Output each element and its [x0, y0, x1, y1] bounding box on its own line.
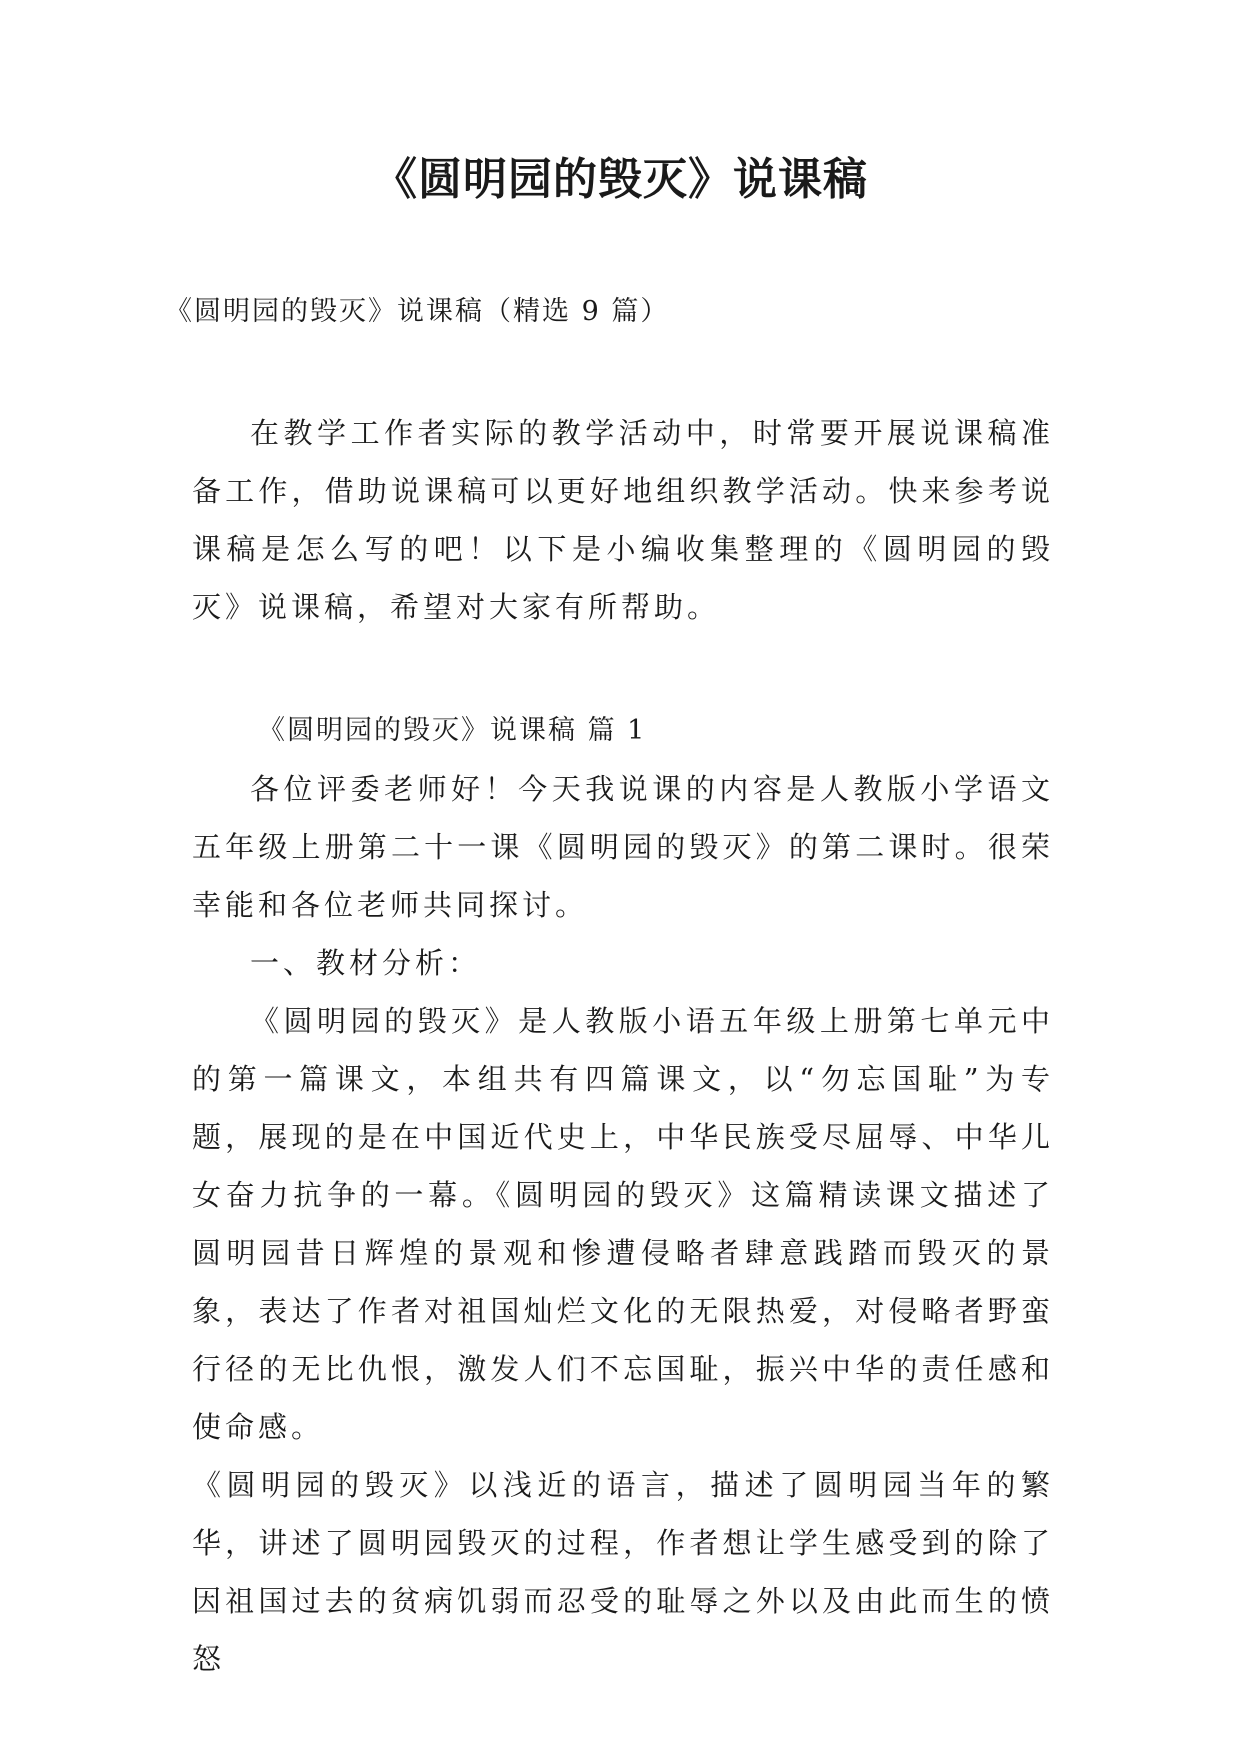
- intro-paragraph-block: [192, 404, 1054, 636]
- analysis-paragraph-continued: 《圆明园的毁灭》以浅近的语言，描述了圆明园当年的繁华，讲述了圆明园毁灭的过程，作者想让学生感受到的除了因祖国过去的贫病饥弱而忍受的耻辱之外以及由此而生的愤怒: [192, 1468, 1054, 1676]
- section-heading: 《圆明园的毁灭》说课稿 篇 1: [258, 715, 647, 746]
- document-title: 《圆明园的毁灭》说课稿: [373, 154, 868, 205]
- section-body: [192, 760, 1054, 1688]
- analysis-heading: 一、教材分析：: [250, 946, 482, 980]
- document-subtitle: 《圆明园的毁灭》说课稿（精选 9 篇）: [165, 296, 670, 327]
- analysis-paragraph: 《圆明园的毁灭》是人教版小语五年级上册第七单元中的第一篇课文，本组共有四篇课文，以“勿忘国耻”为专题，展现的是在中国近代史上，中华民族受尽屈辱、中华儿女奋力抗争的一幕。《圆明园的毁灭》这篇精读课文描述了圆明园昔日辉煌的景观和惨遭侵略者肆意践踏而毁灭的景象，表达了作者对祖国灿烂文化的无限热爱，对侵略者野蛮行径的无比仇恨，激发人们不忘国耻，振兴中华的责任感和使命感。: [192, 1004, 1054, 1444]
- intro-paragraph: 在教学工作者实际的教学活动中，时常要开展说课稿准备工作，借助说课稿可以更好地组织教学活动。快来参考说课稿是怎么写的吧！以下是小编收集整理的《圆明园的毁灭》说课稿，希望对大家有所帮助。: [192, 416, 1054, 624]
- greeting-paragraph: 各位评委老师好！今天我说课的内容是人教版小学语文五年级上册第二十一课《圆明园的毁灭》的第二课时。很荣幸能和各位老师共同探讨。: [192, 772, 1054, 922]
